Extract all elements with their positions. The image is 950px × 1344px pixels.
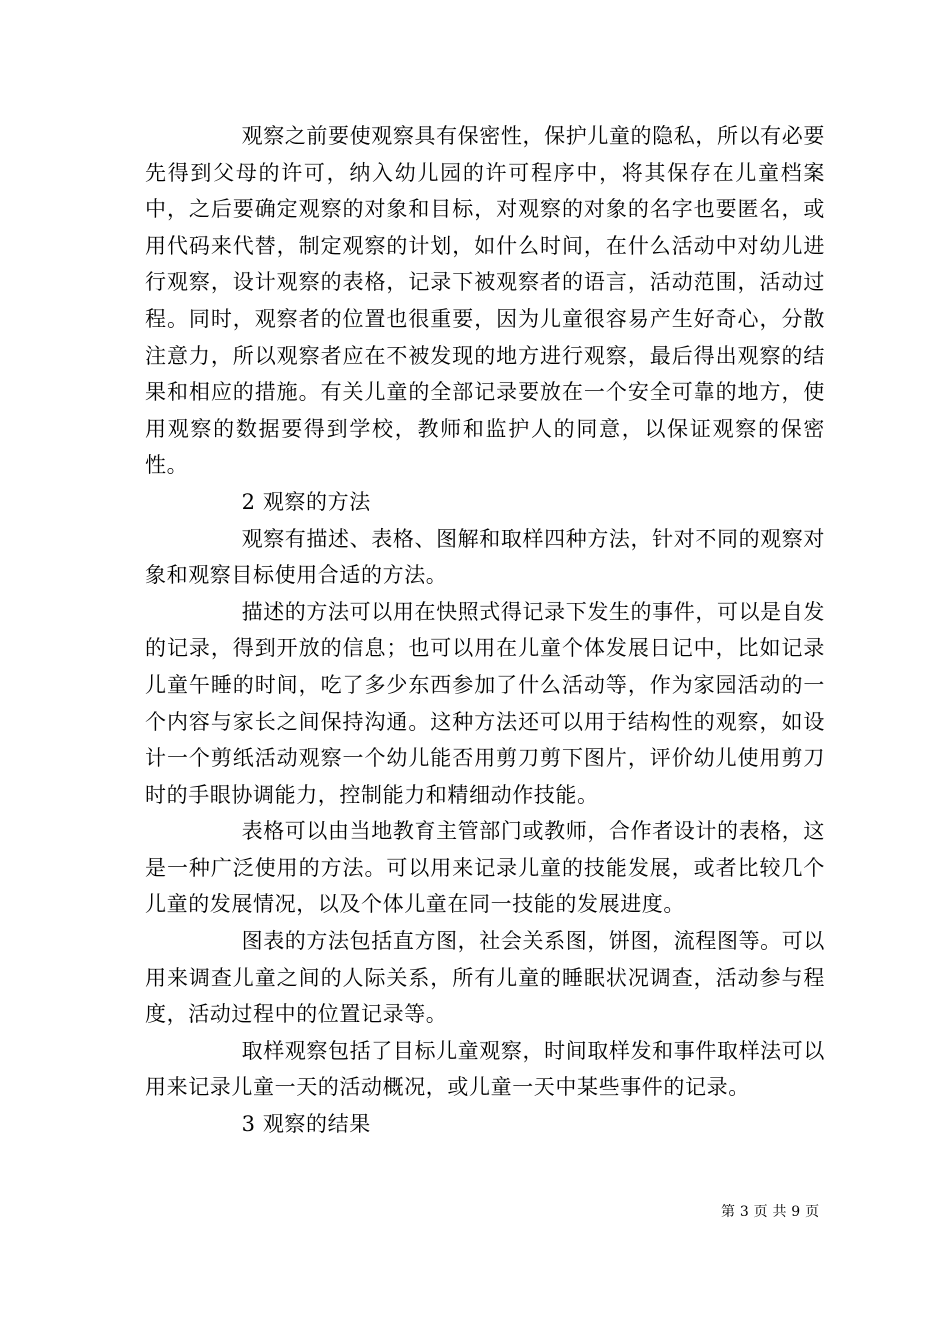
paragraph-description-method: 描述的方法可以用在快照式得记录下发生的事件，可以是自发的记录，得到开放的信息；也可以用在儿童个体发展日记中，比如记录儿童午睡的时间，吃了多少东西参加了什么活动等，作为家园活动的一个内容与家长之间保持沟通。这种方法还可以用于结构性的观察，如设计一个剪纸活动观察一个幼儿能否用剪刀剪下图片，评价幼儿使用剪刀时的手眼协调能力，控制能力和精细动作技能。 [145, 599, 825, 807]
paragraph-confidentiality: 观察之前要使观察具有保密性，保护儿童的隐私，所以有必要先得到父母的许可，纳入幼儿园的许可程序中，将其保存在儿童档案中，之后要确定观察的对象和目标，对观察的对象的名字也要匿名，或用代码来代替，制定观察的计划，如什么时间，在什么活动中对幼儿进行观察，设计观察的表格，记录下被观察者的语言，活动范围，活动过程。同时，观察者的位置也很重要，因为儿童很容易产生好奇心，分散注意力，所以观察者应在不被发现的地方进行观察，最后得出观察的结果和相应的措施。有关儿童的全部记录要放在一个安全可靠的地方，使用观察的数据要得到学校，教师和监护人的同意，以保证观察的保密性。 [145, 124, 825, 478]
document-body [145, 118, 825, 1143]
paragraph-chart-method: 图表的方法包括直方图，社会关系图，饼图，流程图等。可以用来调查儿童之间的人际关系，所有儿童的睡眠状况调查，活动参与程度，活动过程中的位置记录等。 [145, 929, 825, 1027]
page-number: 第 3 页 共 9 页 [721, 1204, 820, 1220]
section-heading-observation-results: 3 观察的结果 [241, 1112, 371, 1137]
paragraph-sampling-method: 取样观察包括了目标儿童观察，时间取样发和事件取样法可以用来记录儿童一天的活动概况，或儿童一天中某些事件的记录。 [145, 1038, 825, 1100]
paragraph-methods-overview: 观察有描述、表格、图解和取样四种方法，针对不同的观察对象和观察目标使用合适的方法。 [145, 526, 825, 588]
section-heading-observation-methods: 2 观察的方法 [241, 489, 371, 514]
paragraph-table-method: 表格可以由当地教育主管部门或教师，合作者设计的表格，这是一种广泛使用的方法。可以用来记录儿童的技能发展，或者比较几个儿童的发展情况，以及个体儿童在同一技能的发展进度。 [145, 819, 825, 917]
